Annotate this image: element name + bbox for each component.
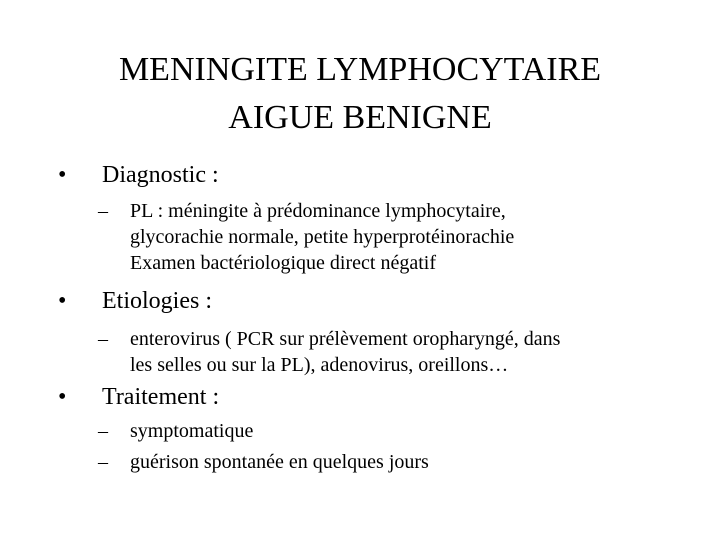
bullet-heading-traitement: Traitement : [102, 384, 220, 410]
sub-line: PL : méningite à prédominance lymphocytaire, [130, 200, 506, 222]
bullet-mark: • [58, 288, 67, 314]
dash-mark: – [98, 451, 108, 473]
sub-line: Examen bactériologique direct négatif [130, 252, 436, 274]
sub-line: les selles ou sur la PL), adenovirus, oreillons… [130, 354, 509, 376]
dash-mark: – [98, 200, 108, 222]
title-line-1: MENINGITE LYMPHOCYTAIRE [118, 51, 602, 88]
bullet-heading-etiologies: Etiologies : [102, 288, 212, 314]
slide-title [40, 46, 680, 142]
sub-line: enterovirus ( PCR sur prélèvement oropharyngé, dans [130, 328, 561, 350]
title-line-2: AIGUE BENIGNE [228, 99, 492, 136]
dash-mark: – [98, 328, 108, 350]
dash-mark: – [98, 420, 108, 442]
bullet-mark: • [58, 162, 67, 188]
sub-line: guérison spontanée en quelques jours [130, 451, 429, 473]
bullet-heading-diagnostic: Diagnostic : [102, 162, 219, 188]
sub-line: symptomatique [130, 420, 254, 442]
bullet-mark: • [58, 384, 67, 410]
sub-line: glycorachie normale, petite hyperprotéinorachie [130, 226, 515, 248]
